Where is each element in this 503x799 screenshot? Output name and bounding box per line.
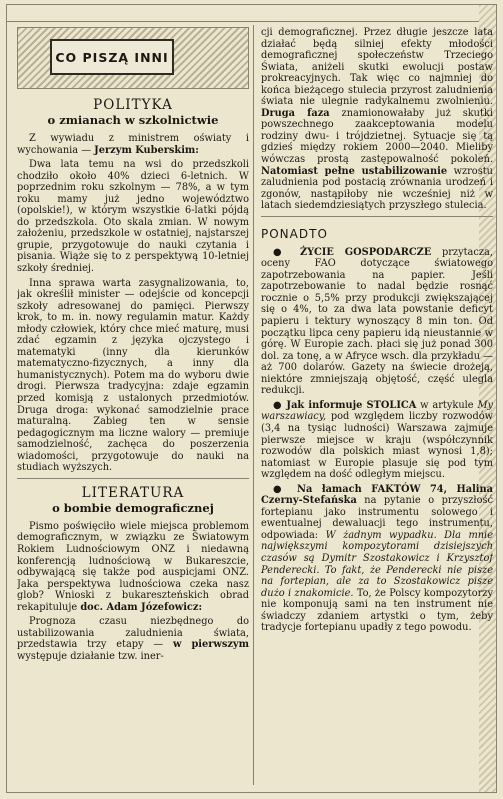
literatura-subheading: o bombie demograficznej [52,500,214,515]
polityka-intro [17,133,249,156]
item1-text: przytacza, oceny FAO dotyczące światowego zapotrzebowania na papier. Jeśli zapotrzebowanie to nadal będzie rosnąć rocznie o 5,5% przy produkcji zwiększającej się o 4%, to za dwa lata powstanie deficyt papieru i tektury wynoszący 8 min ton. Od początku lipca ceny papieru idą nieustannie w górę. W Europie zach. płaci się już ponad 300 dol. za tonę, a w Afryce wsch. dla przykładu — aż 700 dolarów. Gazety na świecie drożeją, niektóre zmniejszają objętość, część ulegla redukcji. [261,246,493,397]
prognoza-text: Prognoza czasu niezbędnego do ustabilizowania zaludnienia świata, przedstawia trzy etapy — [17,616,249,651]
item2-title: My warszawiacy, [261,399,493,423]
item2-lead: ● Jak informuje STOLICA [273,399,417,411]
literatura-paragraph-2 [17,616,249,662]
polityka-subheading: o zmianach w szkolnictwie [47,113,219,127]
ponadto-separator [261,216,493,217]
continuation-paragraph [261,27,493,212]
literatura-text: Pismo poświęciło wiele miejsca problemom demograficznym, w związku ze Światowym Rokiem Ludnościowym ONZ i niedawną konferencją ludnościową w Bukareszcie, odbywającą się także pod auspicjami ONZ. Jaka perspektywa ludnościowa czeka nasz glob? Wnioski z bukareszteńskich obrad rekapituluje [17,520,249,613]
author-name: doc. Adam Józefowicz: [80,601,203,613]
item3-lead: ● Na łamach FAKTÓW 74, Halina Czerny-Stefańska [261,483,493,507]
right-column [261,27,493,637]
prognoza-bold: w pierwszym [172,639,249,651]
polityka-paragraph-2: Inna sprawa warta zasygnalizowania, to, jak określił minister — odejście od koncepcji szkoły adresowanej do pamięci. Pierwszy krok, to m. in. nowy regulamin matur. Każdy młody człowiek, który chce mieć maturę, musi zdać egzamin z języka ojczystego i matematyki (inny dla kierunków matematyczno-fizycznych, a inny dla humanistycznych). Potem ma do wyboru dwie drogi. Pierwsza tradycyjna: zdaje egzamin przed komisją z ustalonych przedmiotów. Druga droga: wykonać samodzielnie prace maturalną. Zabieg ten w sensie pedagogicznym ma liczne walory — premiuje samodzielność, zachęca do poszerzenia wiadomości, przygotowuje do nauki na studiach wyższych. [17,277,249,474]
cont-bold-b: Druga faza [261,107,330,119]
top-border [7,5,496,22]
banner-title: CO PISZĄ INNI [50,39,174,75]
item3-text-d: To, że Polscy kompozytorzy nie komponują sami na ten instrument nie świadczy zdaniem artystki o tym, żeby tradycje fortepianu upadły z tego powodu. [261,587,493,634]
item3-quote: W żadnym wypadku. Dla mnie największymi kompozytorami dzisiejszych czasów są Dymitr Szostakowicz i Krzysztof Penderecki. To fakt, że Penderecki nie pisze na fortepian, ale za to Szostakowicz pisze dużo i znakomicie. [261,529,493,599]
intro-text: Z wywiadu z ministrem oświaty i wychowania — [17,133,249,156]
item2-text-b: w artykule [416,399,478,411]
item2-text-d: pod względem liczby rozwodów (3,4 na tysiąc ludności) Warszawa zajmuje pierwsze miejsce w kraju (współczynnik rozwodów dla polskich miast wynosi 1,8); natomiast w Europie plasuje się pod tym względem na dość odległym miejscu. [261,411,493,481]
minister-name: Jerzym Kuberskim: [94,144,199,156]
cont-text-a: cji demograficznej. Przez długie jeszcze lata działać będą silniej efekty młodości demograficznej społeczeństw Trzeciego Świata, aniżeli skutki ewolucji postaw prokreacyjnych. Tak więc co najmniej do końca bieżącego stulecia przyrost zaludnienia świata nie ulegnie radykalnemu zwolnieniu. [261,27,493,108]
left-column [17,27,249,665]
cont-text-c: znamionowałaby już skutki powszechnego zaakceptowania modelu rodziny dwu- i trójdzietnej. Sytuacje się tą gdzieś między rokiem 2000—2040. Mieliby wówczas prostą zastępowalność pokoleń. [261,107,493,166]
item3-text-b: na pytanie o przyszłość fortepianu jako instrumentu solowego i ewentualnej dewaluacji tego instrumentu, odpowiada: [261,495,493,541]
prognoza-tail: występuje działanie tzw. iner- [17,650,164,662]
ponadto-item-stolica [261,400,493,481]
item1-lead: ● ŻYCIE GOSPODARCZE [273,246,432,258]
literatura-heading: LITERATURA [81,484,185,501]
newspaper-page [6,4,497,793]
ponadto-item-zycie [261,247,493,397]
cont-text-e: wzrostu zaludnienia pod postacią zrównania urodzeń i zgonów, nastąpiłoby nie wcześniej niż w latach siedemdziesiątych przyszłego stulecia. [261,165,493,212]
ponadto-item-fakty [261,484,493,634]
column-divider [253,25,254,785]
literatura-paragraph-1 [17,521,249,613]
section-banner [17,27,249,89]
polityka-heading: POLITYKA [93,97,173,113]
cont-bold-d: Natomiast pełne ustabilizowanie [261,165,448,177]
polityka-paragraph-1: Dwa lata temu na wsi do przedszkoli chodziło około 40% dzieci 6-letnich. W poprzednim roku szkolnym — 78%, a w tym roku mamy już jedno województwo (opolskie!), w którym wszystkie 6-latki pójdą do przedszkola. Oto skala zmian. W nowym założeniu, przedszkole w ostatniej, najstarszej grupie, przygotowuje do nauki czytania i pisania. Wiąże się to z perspektywą 10-letniej szkoły średniej. [17,159,249,275]
section-separator [17,478,249,479]
ponadto-heading: PONADTO [261,226,328,241]
